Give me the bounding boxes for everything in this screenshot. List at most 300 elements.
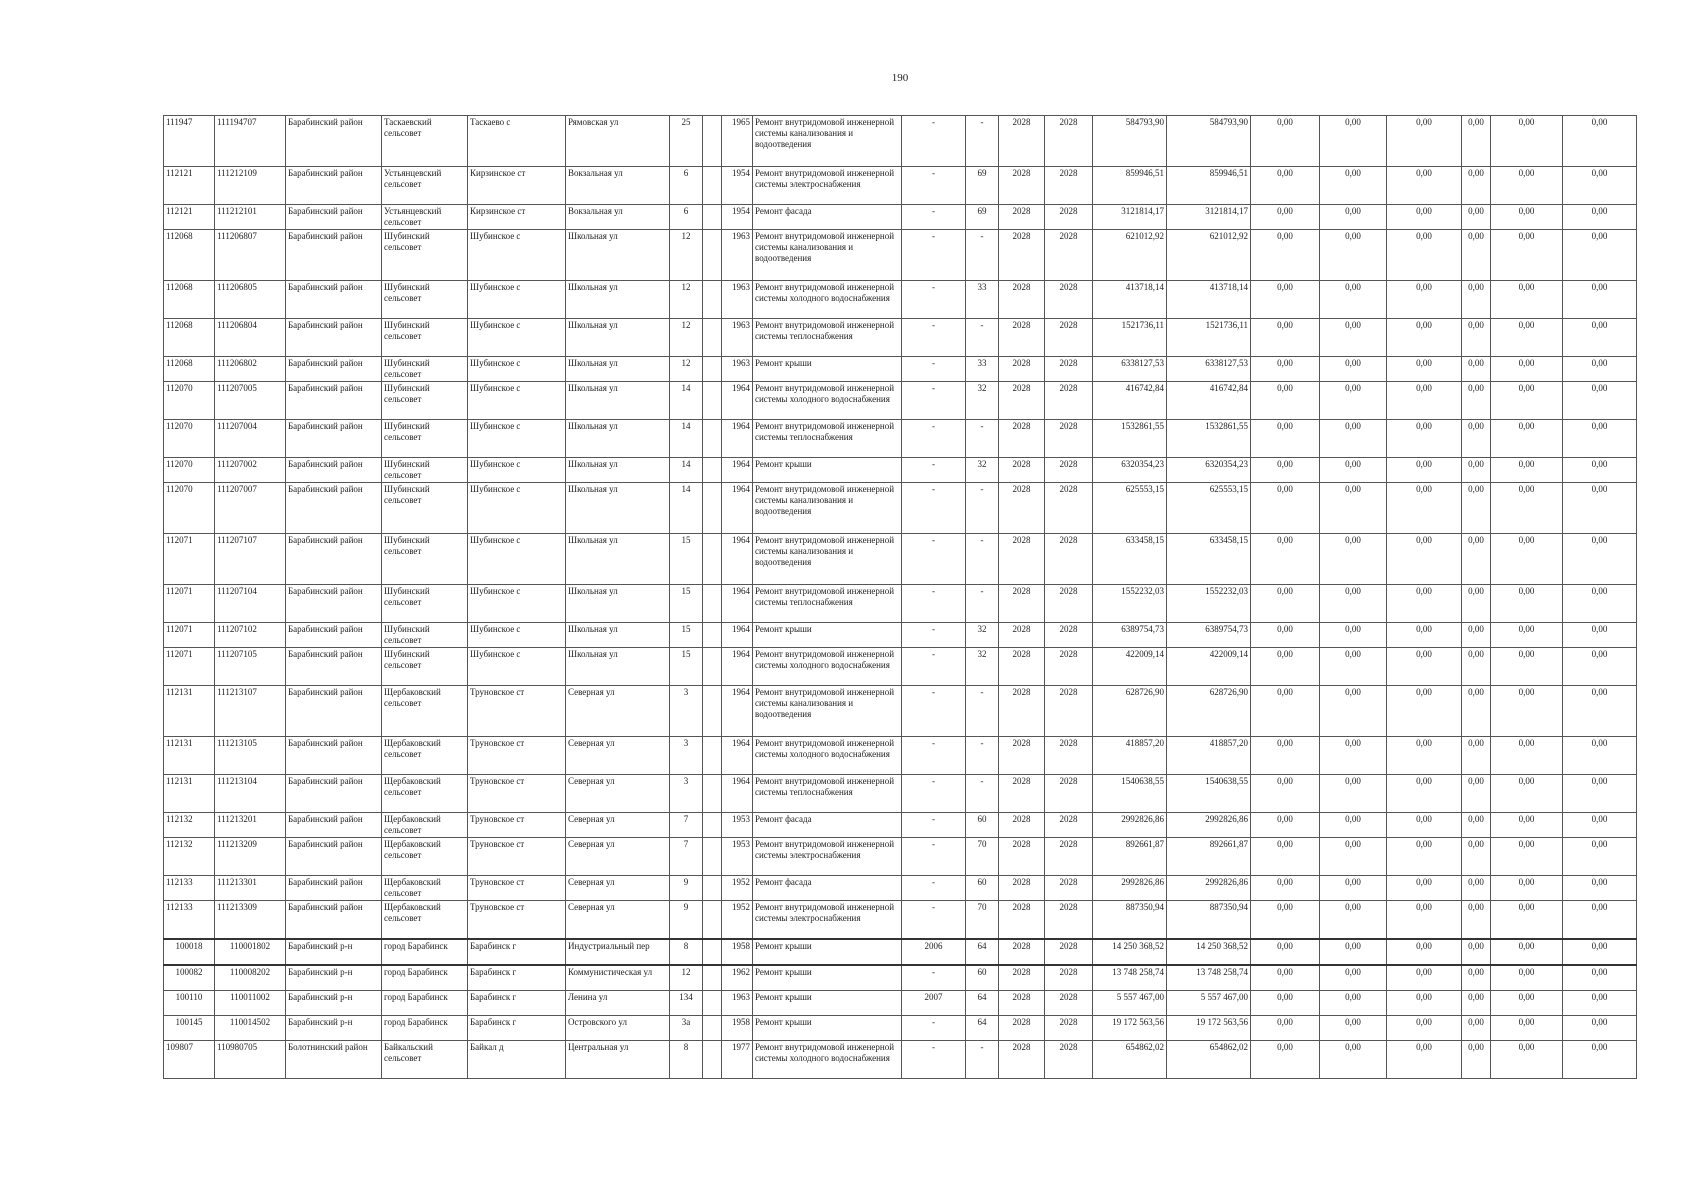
cell-municipality: Щербаковский сельсовет: [382, 876, 468, 901]
cell-year-last: -: [902, 357, 966, 382]
cell-work-type: Ремонт крыши: [753, 458, 902, 483]
cell-cost-total: 2992826,86: [1093, 813, 1167, 838]
cell-work-type: Ремонт фасада: [753, 813, 902, 838]
cell-street: Ленина ул: [566, 991, 670, 1016]
cell-municipality: Шубинский сельсовет: [382, 281, 468, 319]
table-row: [164, 458, 1637, 483]
cell-id: 112068: [164, 319, 215, 357]
cell-plan-start: 2028: [999, 775, 1045, 813]
cell-code: 111213201: [215, 813, 286, 838]
cell-fin-1: 0,00: [1251, 167, 1320, 205]
cell-locality: Труновское ст: [468, 737, 566, 775]
cell-plan-end: 2028: [1045, 876, 1093, 901]
cell-work-type: Ремонт крыши: [753, 965, 902, 991]
cell-cost-fund: 1540638,55: [1167, 775, 1251, 813]
table-row: [164, 382, 1637, 420]
cell-year: 1954: [722, 205, 753, 230]
cell-district: Барабинский район: [286, 901, 382, 940]
cell-fin-6: 0,00: [1563, 939, 1637, 965]
cell-municipality: Щербаковский сельсовет: [382, 737, 468, 775]
cell-year: 1964: [722, 585, 753, 623]
cell-fin-3: 0,00: [1387, 585, 1462, 623]
cell-fin-1: 0,00: [1251, 420, 1320, 458]
cell-fin-1: 0,00: [1251, 319, 1320, 357]
cell-building: [703, 205, 722, 230]
cell-work-type: Ремонт крыши: [753, 623, 902, 648]
cell-year-last: -: [902, 876, 966, 901]
cell-cost-fund: 892661,87: [1167, 838, 1251, 876]
cell-id: 112070: [164, 382, 215, 420]
cell-year: 1963: [722, 319, 753, 357]
cell-building: [703, 420, 722, 458]
cell-work-type: Ремонт внутридомовой инженерной системы канализования и водоотведения: [753, 116, 902, 167]
cell-building: [703, 319, 722, 357]
cell-fin-1: 0,00: [1251, 230, 1320, 281]
cell-locality: Труновское ст: [468, 901, 566, 940]
cell-work-type: Ремонт внутридомовой инженерной системы холодного водоснабжения: [753, 382, 902, 420]
cell-municipality: Шубинский сельсовет: [382, 623, 468, 648]
cell-fin-5: 0,00: [1491, 420, 1563, 458]
cell-id: 112131: [164, 737, 215, 775]
cell-code: 111206804: [215, 319, 286, 357]
cell-id: 112133: [164, 901, 215, 940]
table-row: [164, 901, 1637, 940]
cell-year: 1964: [722, 737, 753, 775]
cell-fin-2: 0,00: [1320, 116, 1387, 167]
table-row: [164, 813, 1637, 838]
cell-district: Барабинский район: [286, 281, 382, 319]
cell-building: [703, 648, 722, 686]
cell-wear: 70: [966, 901, 999, 940]
cell-id: 112068: [164, 230, 215, 281]
cell-wear: 69: [966, 167, 999, 205]
cell-street: Северная ул: [566, 876, 670, 901]
cell-fin-4: 0,00: [1462, 357, 1491, 382]
cell-building: [703, 876, 722, 901]
cell-fin-5: 0,00: [1491, 281, 1563, 319]
cell-municipality: Шубинский сельсовет: [382, 420, 468, 458]
cell-plan-end: 2028: [1045, 230, 1093, 281]
cell-plan-start: 2028: [999, 585, 1045, 623]
cell-cost-total: 859946,51: [1093, 167, 1167, 205]
cell-fin-4: 0,00: [1462, 939, 1491, 965]
cell-plan-end: 2028: [1045, 648, 1093, 686]
cell-house: 12: [670, 281, 703, 319]
cell-cost-fund: 413718,14: [1167, 281, 1251, 319]
cell-building: [703, 585, 722, 623]
cell-plan-end: 2028: [1045, 1016, 1093, 1041]
table-row: [164, 116, 1637, 167]
cell-year-last: -: [902, 483, 966, 534]
cell-fin-5: 0,00: [1491, 382, 1563, 420]
cell-plan-start: 2028: [999, 357, 1045, 382]
cell-cost-fund: 654862,02: [1167, 1041, 1251, 1079]
cell-id: 112071: [164, 648, 215, 686]
cell-fin-2: 0,00: [1320, 876, 1387, 901]
cell-wear: -: [966, 319, 999, 357]
cell-fin-2: 0,00: [1320, 901, 1387, 940]
cell-fin-1: 0,00: [1251, 813, 1320, 838]
cell-fin-4: 0,00: [1462, 876, 1491, 901]
cell-fin-1: 0,00: [1251, 116, 1320, 167]
cell-district: Барабинский район: [286, 737, 382, 775]
cell-fin-3: 0,00: [1387, 648, 1462, 686]
cell-wear: 33: [966, 357, 999, 382]
cell-fin-5: 0,00: [1491, 458, 1563, 483]
cell-street: Центральная ул: [566, 1041, 670, 1079]
cell-locality: Труновское ст: [468, 876, 566, 901]
cell-id: 109807: [164, 1041, 215, 1079]
cell-municipality: Шубинский сельсовет: [382, 534, 468, 585]
cell-fin-3: 0,00: [1387, 319, 1462, 357]
cell-house: 12: [670, 230, 703, 281]
cell-cost-total: 6389754,73: [1093, 623, 1167, 648]
cell-fin-6: 0,00: [1563, 775, 1637, 813]
cell-district: Барабинский р-н: [286, 1016, 382, 1041]
cell-building: [703, 167, 722, 205]
cell-plan-start: 2028: [999, 965, 1045, 991]
cell-building: [703, 1016, 722, 1041]
table-row: [164, 205, 1637, 230]
cell-fin-1: 0,00: [1251, 585, 1320, 623]
cell-code: 111213104: [215, 775, 286, 813]
cell-cost-fund: 6389754,73: [1167, 623, 1251, 648]
cell-plan-start: 2028: [999, 686, 1045, 737]
cell-locality: Барабинск г: [468, 939, 566, 965]
cell-fin-3: 0,00: [1387, 483, 1462, 534]
cell-year: 1964: [722, 483, 753, 534]
cell-fin-1: 0,00: [1251, 1016, 1320, 1041]
cell-work-type: Ремонт внутридомовой инженерной системы теплоснабжения: [753, 775, 902, 813]
cell-fin-1: 0,00: [1251, 648, 1320, 686]
cell-district: Барабинский район: [286, 648, 382, 686]
cell-house: 15: [670, 534, 703, 585]
cell-fin-1: 0,00: [1251, 737, 1320, 775]
cell-fin-1: 0,00: [1251, 991, 1320, 1016]
cell-street: Школьная ул: [566, 623, 670, 648]
cell-year-last: -: [902, 965, 966, 991]
cell-code: 111194707: [215, 116, 286, 167]
cell-fin-2: 0,00: [1320, 939, 1387, 965]
table-row: [164, 319, 1637, 357]
cell-plan-start: 2028: [999, 737, 1045, 775]
cell-work-type: Ремонт фасада: [753, 876, 902, 901]
cell-plan-start: 2028: [999, 876, 1045, 901]
cell-fin-3: 0,00: [1387, 420, 1462, 458]
cell-fin-6: 0,00: [1563, 876, 1637, 901]
cell-fin-3: 0,00: [1387, 901, 1462, 940]
cell-work-type: Ремонт внутридомовой инженерной системы теплоснабжения: [753, 319, 902, 357]
cell-id: 112121: [164, 167, 215, 205]
cell-id: 112070: [164, 483, 215, 534]
cell-code: 111207005: [215, 382, 286, 420]
cell-street: Школьная ул: [566, 319, 670, 357]
cell-cost-total: 6320354,23: [1093, 458, 1167, 483]
cell-street: Коммунистическая ул: [566, 965, 670, 991]
cell-locality: Шубинское с: [468, 458, 566, 483]
cell-code: 111206802: [215, 357, 286, 382]
cell-fin-2: 0,00: [1320, 775, 1387, 813]
cell-fin-5: 0,00: [1491, 901, 1563, 940]
cell-street: Островского ул: [566, 1016, 670, 1041]
cell-code: 111207102: [215, 623, 286, 648]
cell-year: 1963: [722, 991, 753, 1016]
cell-fin-3: 0,00: [1387, 965, 1462, 991]
cell-code: 110980705: [215, 1041, 286, 1079]
cell-wear: 33: [966, 281, 999, 319]
cell-house: 8: [670, 1041, 703, 1079]
cell-code: 111213309: [215, 901, 286, 940]
cell-id: 112071: [164, 585, 215, 623]
cell-fin-6: 0,00: [1563, 534, 1637, 585]
cell-id: 112131: [164, 686, 215, 737]
cell-cost-total: 1521736,11: [1093, 319, 1167, 357]
cell-building: [703, 775, 722, 813]
cell-fin-5: 0,00: [1491, 686, 1563, 737]
cell-cost-fund: 416742,84: [1167, 382, 1251, 420]
cell-plan-end: 2028: [1045, 775, 1093, 813]
cell-district: Барабинский район: [286, 623, 382, 648]
cell-cost-fund: 887350,94: [1167, 901, 1251, 940]
cell-plan-start: 2028: [999, 483, 1045, 534]
cell-code: 111207104: [215, 585, 286, 623]
cell-locality: Труновское ст: [468, 775, 566, 813]
cell-cost-total: 13 748 258,74: [1093, 965, 1167, 991]
cell-street: Вокзальная ул: [566, 167, 670, 205]
cell-locality: Труновское ст: [468, 813, 566, 838]
cell-year-last: -: [902, 167, 966, 205]
table-row: [164, 1041, 1637, 1079]
cell-fin-1: 0,00: [1251, 686, 1320, 737]
cell-fin-6: 0,00: [1563, 458, 1637, 483]
cell-street: Вокзальная ул: [566, 205, 670, 230]
cell-street: Северная ул: [566, 686, 670, 737]
cell-cost-total: 654862,02: [1093, 1041, 1167, 1079]
cell-fin-4: 0,00: [1462, 686, 1491, 737]
cell-fin-5: 0,00: [1491, 205, 1563, 230]
cell-fin-6: 0,00: [1563, 623, 1637, 648]
cell-id: 112131: [164, 775, 215, 813]
cell-house: 134: [670, 991, 703, 1016]
cell-wear: -: [966, 534, 999, 585]
cell-fin-5: 0,00: [1491, 648, 1563, 686]
cell-house: 6: [670, 167, 703, 205]
cell-municipality: Щербаковский сельсовет: [382, 686, 468, 737]
table-row: [164, 737, 1637, 775]
cell-year: 1953: [722, 838, 753, 876]
cell-municipality: Устьянцевский сельсовет: [382, 167, 468, 205]
cell-plan-end: 2028: [1045, 167, 1093, 205]
cell-municipality: Шубинский сельсовет: [382, 357, 468, 382]
cell-plan-start: 2028: [999, 230, 1045, 281]
cell-year-last: -: [902, 686, 966, 737]
cell-house: 3: [670, 686, 703, 737]
cell-district: Барабинский район: [286, 319, 382, 357]
cell-cost-total: 6338127,53: [1093, 357, 1167, 382]
cell-locality: Кирзинское ст: [468, 167, 566, 205]
cell-cost-total: 887350,94: [1093, 901, 1167, 940]
cell-fin-5: 0,00: [1491, 483, 1563, 534]
cell-house: 12: [670, 319, 703, 357]
cell-id: 112068: [164, 281, 215, 319]
cell-fin-5: 0,00: [1491, 230, 1563, 281]
cell-fin-5: 0,00: [1491, 319, 1563, 357]
cell-municipality: Шубинский сельсовет: [382, 230, 468, 281]
cell-code: 111213107: [215, 686, 286, 737]
cell-house: 3: [670, 775, 703, 813]
cell-cost-fund: 625553,15: [1167, 483, 1251, 534]
cell-fin-6: 0,00: [1563, 319, 1637, 357]
cell-year-last: 2006: [902, 939, 966, 965]
cell-municipality: Щербаковский сельсовет: [382, 813, 468, 838]
cell-street: Школьная ул: [566, 483, 670, 534]
capital-repair-table: [163, 115, 1637, 1079]
cell-plan-end: 2028: [1045, 838, 1093, 876]
cell-fin-2: 0,00: [1320, 357, 1387, 382]
cell-fin-4: 0,00: [1462, 420, 1491, 458]
cell-locality: Шубинское с: [468, 534, 566, 585]
cell-year-last: -: [902, 901, 966, 940]
cell-year-last: -: [902, 458, 966, 483]
cell-year: 1977: [722, 1041, 753, 1079]
cell-plan-start: 2028: [999, 1041, 1045, 1079]
cell-locality: Барабинск г: [468, 1016, 566, 1041]
cell-fin-5: 0,00: [1491, 775, 1563, 813]
table-row: [164, 876, 1637, 901]
cell-house: 15: [670, 648, 703, 686]
cell-code: 110001802: [215, 939, 286, 965]
cell-year: 1963: [722, 281, 753, 319]
cell-fin-2: 0,00: [1320, 965, 1387, 991]
cell-fin-4: 0,00: [1462, 281, 1491, 319]
cell-work-type: Ремонт внутридомовой инженерной системы электроснабжения: [753, 838, 902, 876]
cell-municipality: Таскаевский сельсовет: [382, 116, 468, 167]
cell-building: [703, 458, 722, 483]
cell-id: 112121: [164, 205, 215, 230]
cell-cost-fund: 584793,90: [1167, 116, 1251, 167]
cell-locality: Барабинск г: [468, 991, 566, 1016]
cell-year-last: -: [902, 648, 966, 686]
table-body: [164, 116, 1637, 1079]
cell-cost-total: 1532861,55: [1093, 420, 1167, 458]
cell-id: 112070: [164, 458, 215, 483]
cell-wear: -: [966, 483, 999, 534]
cell-fin-3: 0,00: [1387, 1016, 1462, 1041]
cell-code: 111213301: [215, 876, 286, 901]
cell-house: 14: [670, 420, 703, 458]
cell-house: 14: [670, 382, 703, 420]
cell-plan-end: 2028: [1045, 965, 1093, 991]
cell-plan-start: 2028: [999, 534, 1045, 585]
cell-work-type: Ремонт внутридомовой инженерной системы холодного водоснабжения: [753, 648, 902, 686]
cell-wear: 60: [966, 965, 999, 991]
cell-fin-6: 0,00: [1563, 648, 1637, 686]
cell-year-last: -: [902, 838, 966, 876]
cell-year-last: -: [902, 1041, 966, 1079]
cell-wear: 64: [966, 1016, 999, 1041]
cell-fin-2: 0,00: [1320, 167, 1387, 205]
cell-year: 1964: [722, 623, 753, 648]
cell-cost-total: 413718,14: [1093, 281, 1167, 319]
cell-work-type: Ремонт крыши: [753, 357, 902, 382]
cell-building: [703, 230, 722, 281]
cell-house: 6: [670, 205, 703, 230]
cell-district: Барабинский район: [286, 876, 382, 901]
cell-fin-1: 0,00: [1251, 1041, 1320, 1079]
table-row: [164, 534, 1637, 585]
cell-plan-end: 2028: [1045, 458, 1093, 483]
cell-fin-5: 0,00: [1491, 737, 1563, 775]
cell-plan-start: 2028: [999, 281, 1045, 319]
cell-fin-5: 0,00: [1491, 991, 1563, 1016]
cell-cost-fund: 633458,15: [1167, 534, 1251, 585]
cell-fin-4: 0,00: [1462, 534, 1491, 585]
cell-district: Барабинский район: [286, 585, 382, 623]
cell-fin-6: 0,00: [1563, 813, 1637, 838]
cell-district: Барабинский район: [286, 230, 382, 281]
cell-fin-1: 0,00: [1251, 901, 1320, 940]
cell-fin-4: 0,00: [1462, 319, 1491, 357]
cell-cost-fund: 14 250 368,52: [1167, 939, 1251, 965]
cell-fin-1: 0,00: [1251, 483, 1320, 534]
cell-municipality: Байкальский сельсовет: [382, 1041, 468, 1079]
cell-street: Северная ул: [566, 775, 670, 813]
cell-locality: Шубинское с: [468, 319, 566, 357]
cell-house: 9: [670, 876, 703, 901]
cell-cost-fund: 1532861,55: [1167, 420, 1251, 458]
cell-plan-end: 2028: [1045, 813, 1093, 838]
cell-plan-start: 2028: [999, 420, 1045, 458]
cell-plan-end: 2028: [1045, 1041, 1093, 1079]
cell-fin-2: 0,00: [1320, 686, 1387, 737]
cell-street: Школьная ул: [566, 534, 670, 585]
cell-fin-6: 0,00: [1563, 965, 1637, 991]
cell-plan-end: 2028: [1045, 534, 1093, 585]
cell-fin-5: 0,00: [1491, 357, 1563, 382]
cell-building: [703, 116, 722, 167]
cell-house: 25: [670, 116, 703, 167]
cell-fin-2: 0,00: [1320, 813, 1387, 838]
cell-fin-4: 0,00: [1462, 382, 1491, 420]
cell-fin-1: 0,00: [1251, 357, 1320, 382]
cell-fin-2: 0,00: [1320, 319, 1387, 357]
cell-fin-6: 0,00: [1563, 357, 1637, 382]
cell-code: 111207105: [215, 648, 286, 686]
cell-fin-2: 0,00: [1320, 458, 1387, 483]
cell-wear: -: [966, 686, 999, 737]
cell-district: Барабинский район: [286, 382, 382, 420]
cell-building: [703, 939, 722, 965]
table-row: [164, 420, 1637, 458]
cell-fin-2: 0,00: [1320, 230, 1387, 281]
cell-fin-4: 0,00: [1462, 648, 1491, 686]
cell-municipality: Щербаковский сельсовет: [382, 775, 468, 813]
cell-fin-6: 0,00: [1563, 585, 1637, 623]
cell-fin-1: 0,00: [1251, 965, 1320, 991]
cell-year: 1953: [722, 813, 753, 838]
table-row: [164, 281, 1637, 319]
cell-district: Барабинский район: [286, 813, 382, 838]
cell-plan-start: 2028: [999, 623, 1045, 648]
cell-cost-fund: 2992826,86: [1167, 813, 1251, 838]
cell-year: 1952: [722, 876, 753, 901]
cell-year-last: -: [902, 281, 966, 319]
cell-fin-1: 0,00: [1251, 876, 1320, 901]
cell-locality: Шубинское с: [468, 623, 566, 648]
cell-fin-3: 0,00: [1387, 991, 1462, 1016]
cell-plan-end: 2028: [1045, 991, 1093, 1016]
cell-fin-5: 0,00: [1491, 167, 1563, 205]
